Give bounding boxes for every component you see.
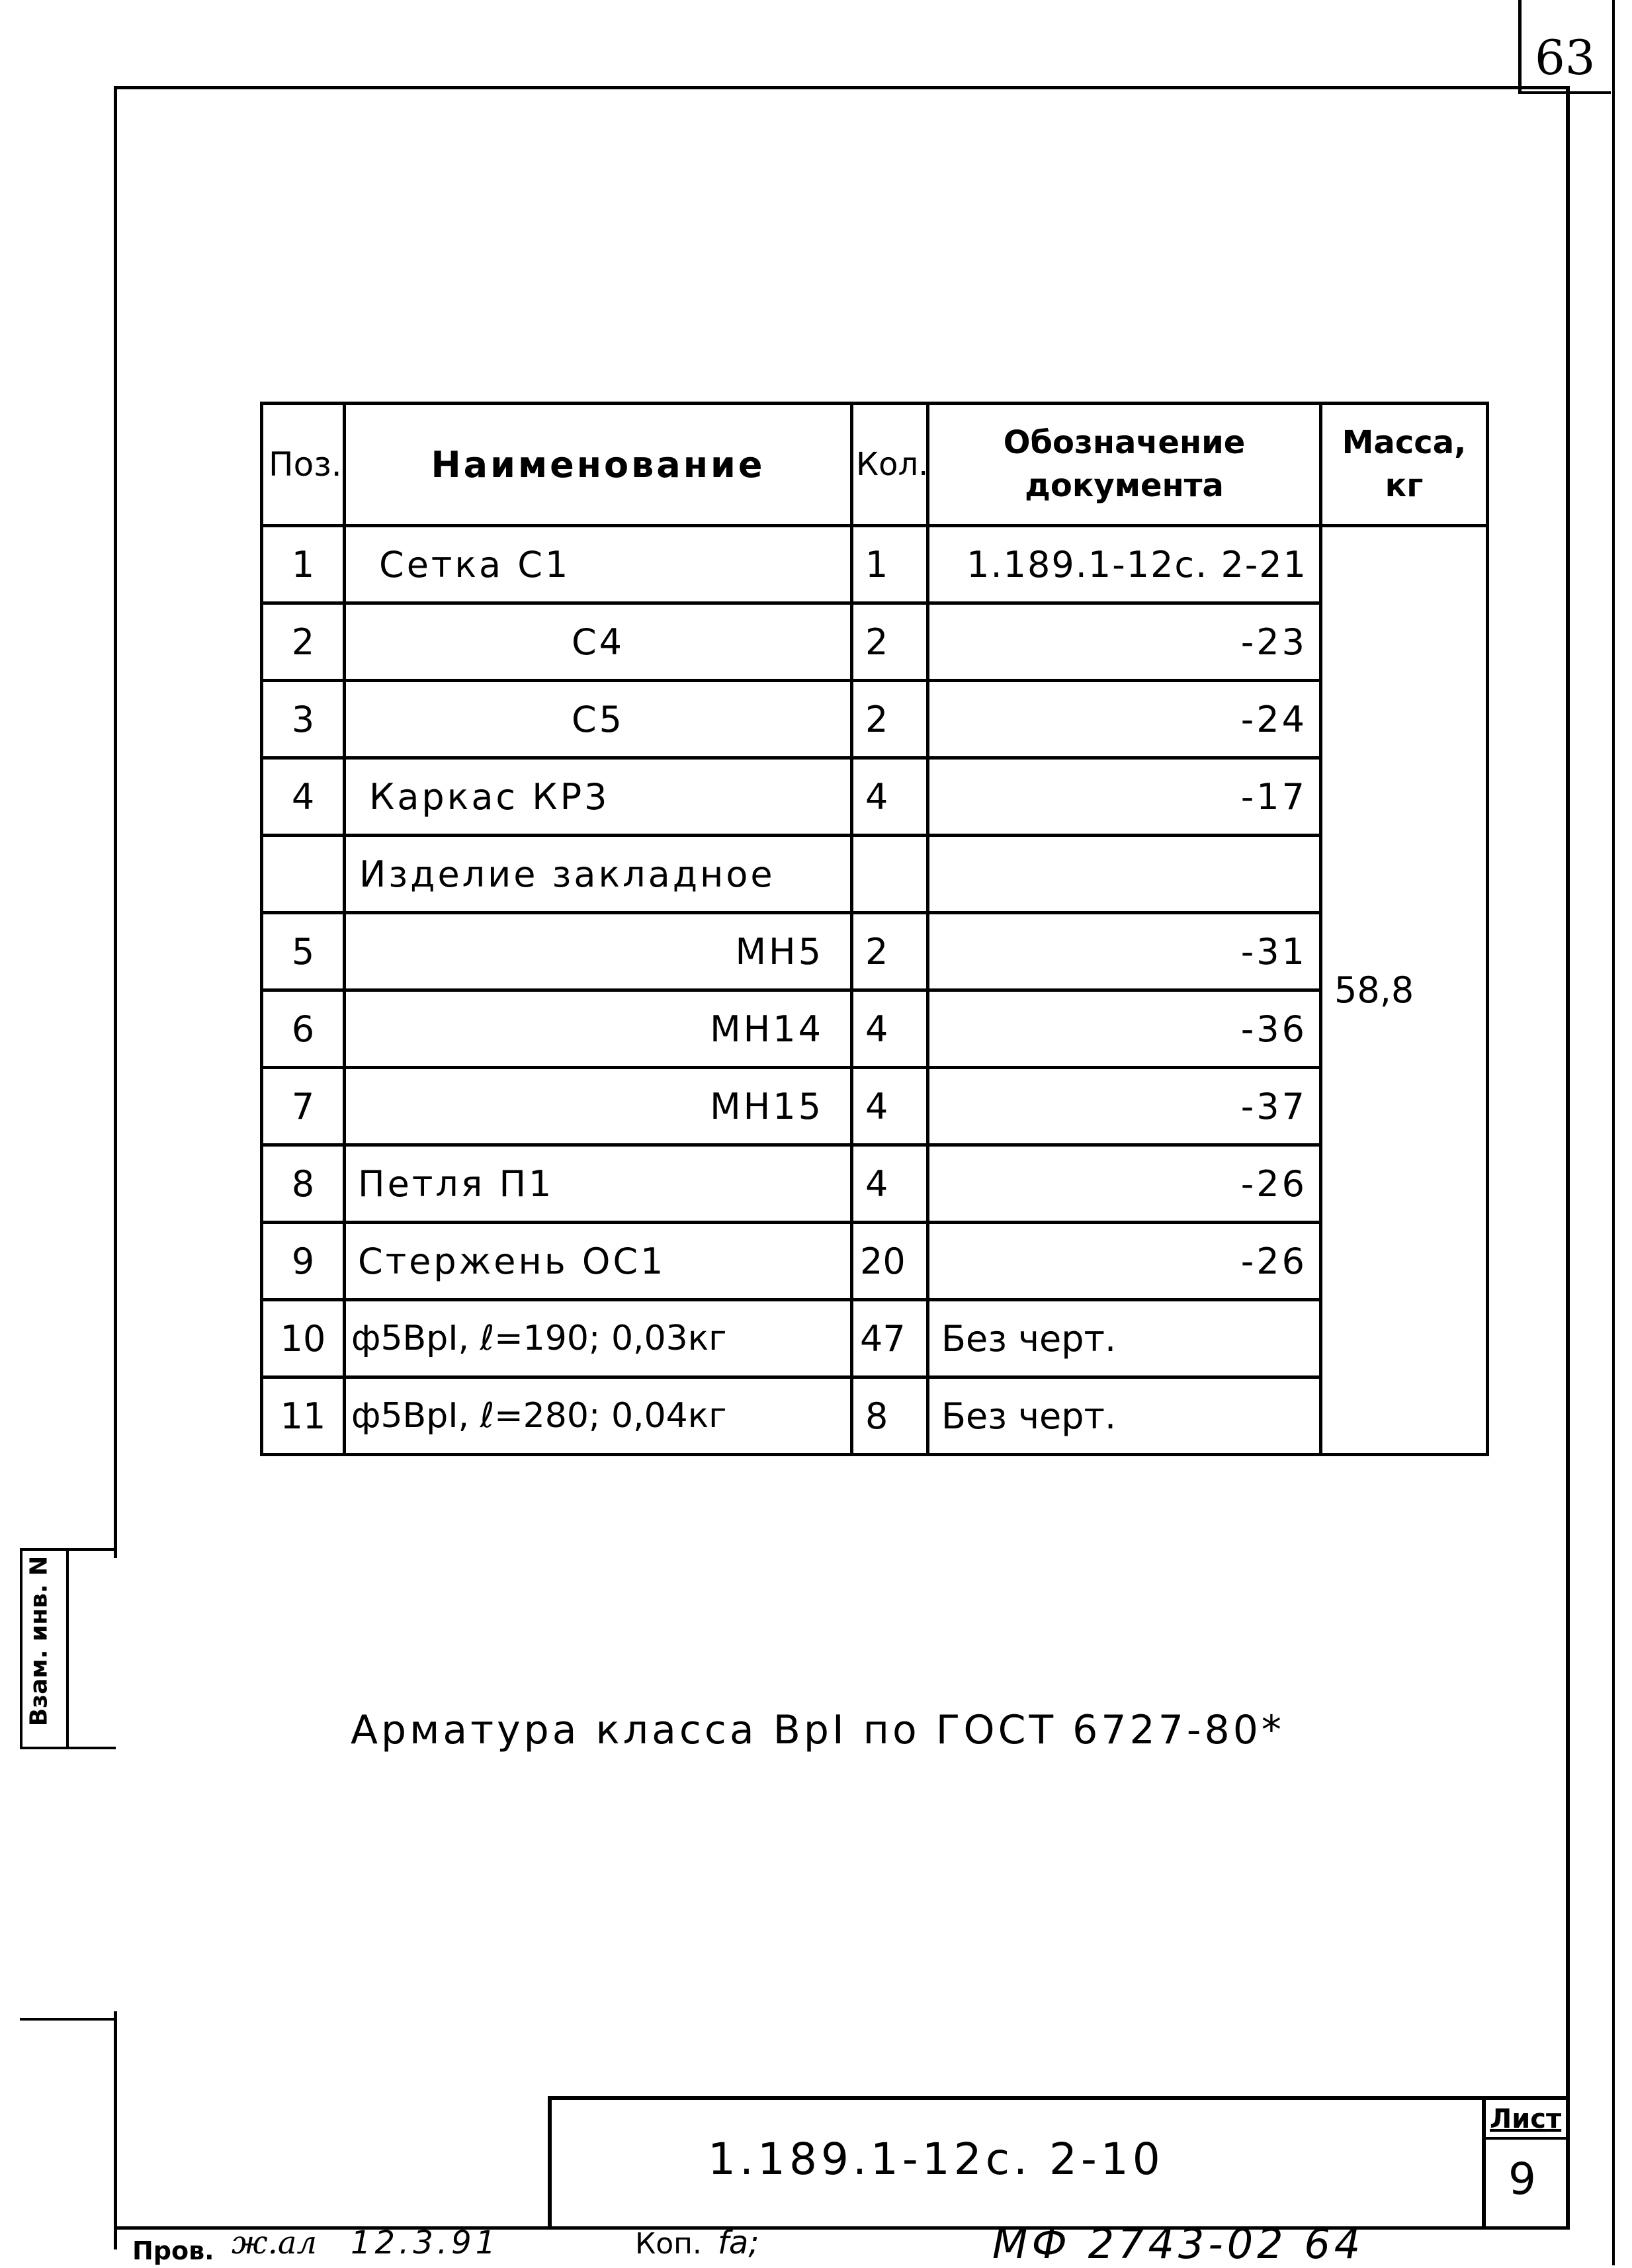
check-date: 12.3.91 xyxy=(351,2224,500,2261)
cell-qty: 2 xyxy=(852,913,928,990)
header-mass-line1: Масса, xyxy=(1342,424,1467,462)
title-block-sheet-header-line xyxy=(1482,2137,1568,2140)
cell-pos: 2 xyxy=(262,603,345,681)
top-sheet-number: 63 xyxy=(1535,30,1596,85)
cell-pos: 3 xyxy=(262,681,345,758)
copy-signature: fa; xyxy=(718,2224,759,2261)
table-row xyxy=(262,526,1488,603)
cell-doc: -26 xyxy=(928,1145,1321,1223)
title-block-top xyxy=(548,2096,1570,2100)
cell-pos: 9 xyxy=(262,1223,345,1300)
header-qty: Кол. xyxy=(852,404,928,526)
replace-inventory-label: Взам. инв. N xyxy=(25,1555,53,1727)
table-row xyxy=(262,990,1488,1068)
cell-name: Сетка С1 xyxy=(345,526,852,603)
cell-pos: 4 xyxy=(262,758,345,836)
cell-qty: 4 xyxy=(852,1068,928,1145)
cell-doc: Без черт. xyxy=(928,1300,1321,1377)
cell-name: Каркас КР3 xyxy=(345,758,852,836)
header-name: Наименование xyxy=(345,404,852,526)
cell-doc: -17 xyxy=(928,758,1321,836)
reinforcement-note: Арматура класса ВрI по ГОСТ 6727-80* xyxy=(351,1707,1285,1753)
cell-pos: 7 xyxy=(262,1068,345,1145)
table-row xyxy=(262,603,1488,681)
table-header-row xyxy=(262,404,1488,526)
cell-doc: -36 xyxy=(928,990,1321,1068)
cell-pos: 10 xyxy=(262,1300,345,1377)
table-row xyxy=(262,758,1488,836)
header-pos: Поз. xyxy=(262,404,345,526)
cell-qty: 8 xyxy=(852,1377,928,1455)
cell-pos xyxy=(262,836,345,913)
cell-doc: -31 xyxy=(928,913,1321,990)
cell-qty: 4 xyxy=(852,990,928,1068)
table-row xyxy=(262,1223,1488,1300)
frame-top xyxy=(114,86,1569,89)
cell-name: МН5 xyxy=(345,913,852,990)
cell-pos: 5 xyxy=(262,913,345,990)
cell-qty: 4 xyxy=(852,758,928,836)
cell-doc: -26 xyxy=(928,1223,1321,1300)
cell-doc: -23 xyxy=(928,603,1321,681)
left-strip-divider xyxy=(20,1747,116,1749)
cell-qty xyxy=(852,836,928,913)
cell-name: МН15 xyxy=(345,1068,852,1145)
left-strip-divider-2 xyxy=(20,2018,116,2021)
top-stamp-left-border xyxy=(1518,0,1522,93)
archive-number: МФ 2743-02 64 xyxy=(992,2220,1365,2268)
document-designation: 1.189.1-12с. 2-10 xyxy=(708,2134,1164,2185)
cell-pos: 11 xyxy=(262,1377,345,1455)
cell-doc: Без черт. xyxy=(928,1377,1321,1455)
cell-doc: -24 xyxy=(928,681,1321,758)
cell-qty: 20 xyxy=(852,1223,928,1300)
cell-pos: 6 xyxy=(262,990,345,1068)
table-row xyxy=(262,1145,1488,1223)
cell-qty: 2 xyxy=(852,681,928,758)
cell-name: С4 xyxy=(345,603,852,681)
frame-right xyxy=(1566,86,1570,2230)
cell-name: ф5ВрI, ℓ=280; 0,04кг xyxy=(345,1377,852,1455)
cell-doc xyxy=(928,836,1321,913)
outer-right-edge xyxy=(1612,0,1615,2265)
specification-table xyxy=(260,402,1489,1456)
header-doc-line1: Обозначение xyxy=(1003,424,1246,462)
title-block-sheet-divider xyxy=(1482,2096,1486,2228)
cell-name: Стержень ОС1 xyxy=(345,1223,852,1300)
cell-name: С5 xyxy=(345,681,852,758)
cell-doc: -37 xyxy=(928,1068,1321,1145)
cell-qty: 4 xyxy=(852,1145,928,1223)
cell-mass-total: 58,8 xyxy=(1321,526,1488,1455)
cell-doc: 1.189.1-12с. 2-21 xyxy=(928,526,1321,603)
top-stamp-bottom-border xyxy=(1518,91,1611,94)
header-doc xyxy=(928,404,1321,526)
cell-name: МН14 xyxy=(345,990,852,1068)
header-mass-line2: кг xyxy=(1385,467,1424,504)
sheet-label: Лист xyxy=(1490,2104,1562,2134)
sheet-value: 9 xyxy=(1508,2154,1536,2204)
cell-name: ф5ВрI, ℓ=190; 0,03кг xyxy=(345,1300,852,1377)
cell-qty: 47 xyxy=(852,1300,928,1377)
cell-name: Изделие закладное xyxy=(345,836,852,913)
table-row xyxy=(262,913,1488,990)
table-row xyxy=(262,836,1488,913)
cell-name: Петля П1 xyxy=(345,1145,852,1223)
header-doc-line2: документа xyxy=(1025,467,1224,504)
copy-label: Коп. xyxy=(635,2227,702,2261)
checker-signature: ж.ал xyxy=(232,2224,317,2261)
header-mass xyxy=(1321,404,1488,526)
cell-qty: 2 xyxy=(852,603,928,681)
table-row xyxy=(262,1377,1488,1455)
title-block-left xyxy=(548,2096,552,2228)
cell-qty: 1 xyxy=(852,526,928,603)
frame-left xyxy=(114,86,117,1558)
frame-left-lower xyxy=(114,2011,117,2249)
cell-pos: 1 xyxy=(262,526,345,603)
cell-pos: 8 xyxy=(262,1145,345,1223)
table-row xyxy=(262,1300,1488,1377)
checked-label: Пров. xyxy=(132,2236,214,2265)
table-row xyxy=(262,681,1488,758)
table-row xyxy=(262,1068,1488,1145)
left-strip-vline-2 xyxy=(66,1548,69,1747)
left-strip-vline-1 xyxy=(20,1548,22,1747)
